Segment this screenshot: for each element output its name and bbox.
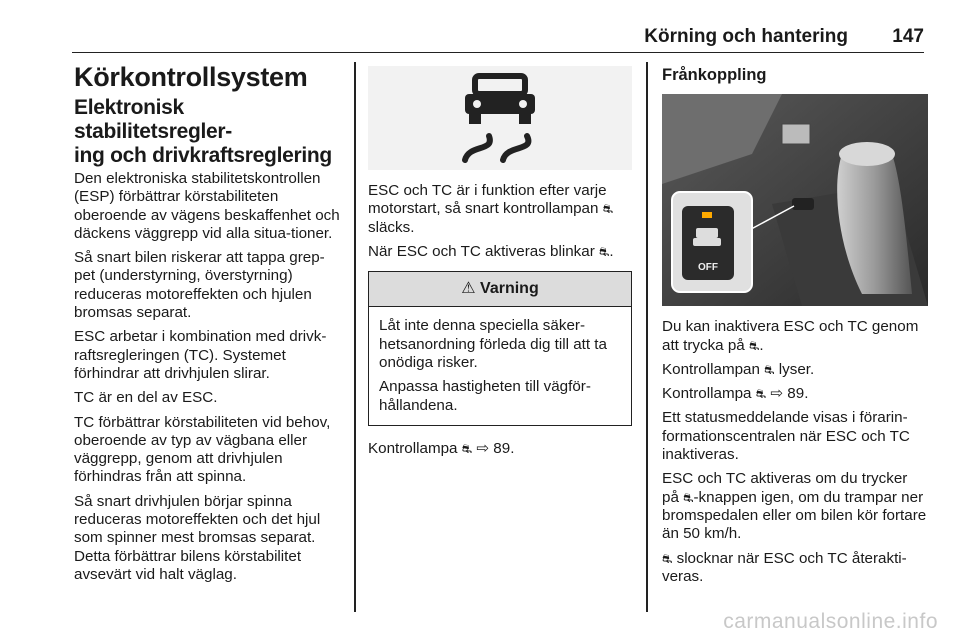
paragraph: Låt inte denna speciella säker-hetsanordning förleda dig till att ta onödiga risker. [379, 317, 607, 372]
paragraph: Så snart drivhjulen börjar spinna reduceras motoreffekten och det hjul som spinner mest bromsas separat. Detta förbättrar bilens körstabilitet avsevärt vid halt väglag. [74, 492, 321, 583]
esc-off-icon: ⛐ [662, 551, 673, 566]
paragraph [662, 470, 928, 543]
column-1 [74, 62, 344, 590]
chapter-title: Körkontrollsystem [74, 62, 308, 92]
warning-title-text: Varning [480, 280, 539, 298]
paragraph [662, 385, 928, 403]
page-ref-icon: ⇨ [476, 439, 490, 457]
paragraph-text: . [759, 336, 764, 354]
paragraph: TC är en del av ESC. [74, 389, 218, 407]
paragraph-text: ESC och TC är i funktion efter varje motorstart, så snart kontrollampan [368, 182, 607, 218]
paragraph: Den elektroniska stabilitetskontrollen (ESP) förbättrar körstabiliteten oberoende av vägens beskaffenhet och däckens väggrepp vid alla situa-tioner. [74, 170, 340, 242]
paragraph-text: släcks. [368, 218, 415, 236]
warning-body [369, 307, 631, 424]
section-heading-line1: Elektronisk stabilitetsregler- [74, 96, 232, 143]
column-divider [354, 62, 356, 612]
paragraph: Så snart bilen riskerar att tappa grep-pet (understyrning, överstyrning) reduceras motoreffekten och hjulen bromsas separat. [74, 249, 325, 322]
column-3 [662, 66, 928, 592]
page-ref: 89. [493, 439, 515, 457]
section-title: Körning och hantering [644, 26, 848, 47]
paragraph-text: ESC och TC aktiveras om du trycker på [662, 470, 908, 506]
paragraph-text: Kontrollampa [368, 439, 458, 457]
paragraph [368, 243, 632, 261]
warning-box [368, 271, 632, 426]
paragraph-text: När ESC och TC aktiveras blinkar [368, 242, 595, 260]
warning-triangle-icon: ⚠ [461, 280, 476, 298]
esc-indicator-icon: ⛐ [599, 244, 610, 259]
section-heading-line2: ing och drivkraftsreglering [74, 144, 332, 167]
page-number: 147 [892, 26, 924, 47]
esc-indicator-icon: ⛐ [461, 441, 473, 456]
esc-off-icon: ⛐ [755, 387, 767, 402]
watermark: carmanualsonline.info [723, 610, 938, 633]
paragraph [662, 361, 928, 379]
esc-indicator-icon: ⛐ [602, 202, 614, 217]
paragraph-text: slocknar när ESC och TC återakti-veras. [662, 549, 907, 585]
paragraph [662, 318, 928, 355]
warning-title [369, 272, 631, 307]
paragraph-text: Du kan inaktivera ESC och TC genom att trycka på [662, 318, 919, 354]
paragraph [368, 182, 632, 237]
section-heading [74, 96, 344, 168]
esc-off-icon: ⛐ [748, 338, 760, 353]
page-header [72, 22, 924, 53]
page-ref-icon: ⇨ [770, 385, 784, 403]
paragraph [662, 550, 928, 587]
page-ref: 89. [787, 385, 809, 403]
paragraph [368, 440, 632, 458]
paragraph-text: . [609, 242, 614, 260]
column-2 [368, 66, 632, 464]
paragraph: TC förbättrar körstabiliteten vid behov, oberoende av typ av vägbana eller väggrepp, genom att drivhjulen förhindras från att spinna. [74, 413, 331, 486]
column-divider [646, 62, 648, 612]
esc-off-icon: ⛐ [764, 362, 775, 377]
esc-skid-car-icon [455, 70, 545, 166]
off-label: OFF [698, 262, 718, 274]
esc-off-button-photo [662, 94, 928, 306]
section-heading: Frånkoppling [662, 66, 767, 84]
paragraph-text: lyser. [778, 360, 815, 378]
paragraph-text: -knappen igen, om du trampar ner bromspedalen eller om bilen kör fortare än 50 km/h. [662, 488, 927, 543]
paragraph: Ett statusmeddelande visas i förarin-formationscentralen när ESC och TC inaktiveras. [662, 409, 910, 464]
paragraph-text: Kontrollampan [662, 360, 760, 378]
paragraph: ESC arbetar i kombination med drivk-raftsregleringen (TC). Systemet förhindrar att drivhjulen slirar. [74, 328, 327, 382]
paragraph-text: Kontrollampa [662, 385, 752, 403]
esc-symbol-figure [368, 66, 632, 170]
paragraph: Anpassa hastigheten till vägför-hållandena. [379, 378, 591, 414]
esc-off-icon: ⛐ [683, 490, 694, 505]
